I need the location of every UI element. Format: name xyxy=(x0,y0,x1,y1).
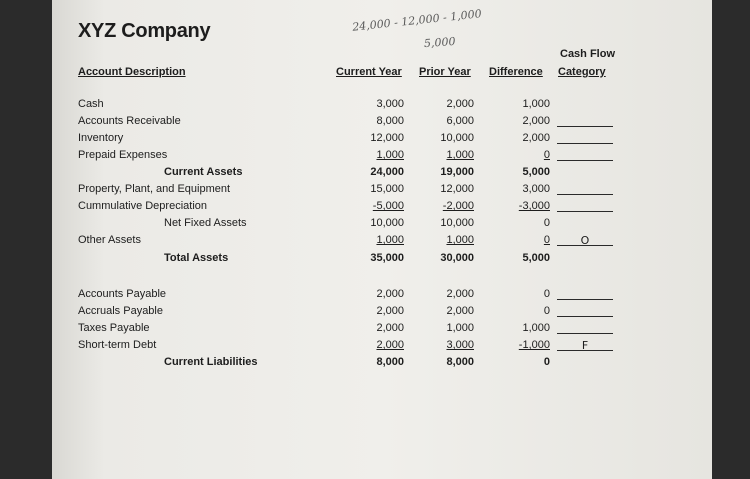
account-label: Current Liabilities xyxy=(164,356,258,368)
prior-year-value: 6,000 xyxy=(446,115,474,127)
current-year-value: 3,000 xyxy=(376,98,404,110)
category-blank[interactable] xyxy=(557,147,613,161)
account-label: Accounts Payable xyxy=(78,288,167,300)
current-year-value: 35,000 xyxy=(370,252,404,264)
prior-year-value: 1,000 xyxy=(446,322,474,334)
current-year-value: 2,000 xyxy=(376,288,404,300)
table-row xyxy=(52,130,712,147)
subtotal-row xyxy=(52,215,712,232)
difference-value: 5,000 xyxy=(522,252,550,264)
account-label: Prepaid Expenses xyxy=(78,149,168,161)
prior-year-value: 8,000 xyxy=(446,356,474,368)
difference-value: 0 xyxy=(543,305,550,317)
table-row xyxy=(52,232,712,249)
prior-year-value: 19,000 xyxy=(440,166,474,178)
account-label: Net Fixed Assets xyxy=(164,217,247,229)
difference-value: 0 xyxy=(543,234,550,246)
current-year-value: 12,000 xyxy=(370,132,404,144)
prior-year-value: 12,000 xyxy=(440,183,474,195)
current-year-header: Current Year xyxy=(336,66,402,78)
difference-value: 0 xyxy=(543,149,550,161)
current-year-value: 2,000 xyxy=(376,322,404,334)
difference-value: 0 xyxy=(543,356,550,368)
cash-flow-header: Cash Flow xyxy=(560,48,616,60)
category-blank[interactable] xyxy=(557,181,613,195)
current-year-value: 8,000 xyxy=(376,356,404,368)
current-year-value: 1,000 xyxy=(376,234,404,246)
category-blank[interactable] xyxy=(557,303,613,317)
prior-year-value: 10,000 xyxy=(440,217,474,229)
prior-year-header: Prior Year xyxy=(419,66,471,78)
category-blank[interactable] xyxy=(557,286,613,300)
prior-year-value: 10,000 xyxy=(440,132,474,144)
current-year-value: 2,000 xyxy=(376,305,404,317)
prior-year-value: 1,000 xyxy=(446,234,474,246)
table-row xyxy=(52,303,712,320)
prior-year-value: 2,000 xyxy=(446,305,474,317)
prior-year-value: 2,000 xyxy=(446,288,474,300)
worksheet-page xyxy=(52,0,712,479)
prior-year-value: -2,000 xyxy=(442,200,474,212)
difference-value: 1,000 xyxy=(522,322,550,334)
difference-value: 0 xyxy=(543,217,550,229)
category-answer[interactable]: O xyxy=(557,232,613,246)
prior-year-value: 30,000 xyxy=(440,252,474,264)
subtotal-row xyxy=(52,164,712,181)
table-row xyxy=(52,113,712,130)
prior-year-value: 1,000 xyxy=(446,149,474,161)
difference-value: 3,000 xyxy=(522,183,550,195)
prior-year-value: 3,000 xyxy=(446,339,474,351)
category-blank[interactable] xyxy=(557,320,613,334)
handwritten-result: 5,000 xyxy=(423,34,456,51)
difference-value: 1,000 xyxy=(522,98,550,110)
table-row xyxy=(52,337,712,354)
table-row xyxy=(52,320,712,337)
table-row xyxy=(52,147,712,164)
table-row xyxy=(52,198,712,215)
account-label: Taxes Payable xyxy=(78,322,150,334)
prior-year-value: 2,000 xyxy=(446,98,474,110)
handwritten-calculation: 24,000 - 12,000 - 1,000 xyxy=(351,7,483,34)
account-label: Accruals Payable xyxy=(78,305,163,317)
account-label: Current Assets xyxy=(164,166,243,178)
table-row xyxy=(52,96,712,113)
current-year-value: -5,000 xyxy=(372,200,404,212)
table-row xyxy=(52,286,712,303)
account-label: Cummulative Depreciation xyxy=(78,200,207,212)
account-label: Accounts Receivable xyxy=(78,115,181,127)
account-label: Cash xyxy=(78,98,104,110)
company-title: XYZ Company xyxy=(78,20,211,42)
current-year-value: 24,000 xyxy=(370,166,404,178)
category-header: Category xyxy=(558,66,606,78)
account-label: Total Assets xyxy=(164,252,229,264)
difference-value: 5,000 xyxy=(522,166,550,178)
category-blank[interactable] xyxy=(557,113,613,127)
difference-header: Difference xyxy=(489,66,543,78)
difference-value: 2,000 xyxy=(522,132,550,144)
total-row xyxy=(52,354,712,371)
current-year-value: 1,000 xyxy=(376,149,404,161)
category-answer[interactable]: F xyxy=(557,337,613,351)
current-year-value: 8,000 xyxy=(376,115,404,127)
account-label: Inventory xyxy=(78,132,124,144)
table-row xyxy=(52,181,712,198)
difference-value: -1,000 xyxy=(518,339,550,351)
current-year-value: 15,000 xyxy=(370,183,404,195)
current-year-value: 2,000 xyxy=(376,339,404,351)
category-blank[interactable] xyxy=(557,130,613,144)
category-blank[interactable] xyxy=(557,198,613,212)
total-row xyxy=(52,250,712,267)
difference-value: -3,000 xyxy=(518,200,550,212)
account-label: Other Assets xyxy=(78,234,141,246)
account-label: Short-term Debt xyxy=(78,339,157,351)
difference-value: 2,000 xyxy=(522,115,550,127)
difference-value: 0 xyxy=(543,288,550,300)
current-year-value: 10,000 xyxy=(370,217,404,229)
account-label: Property, Plant, and Equipment xyxy=(78,183,231,195)
account-description-header: Account Description xyxy=(78,66,186,78)
